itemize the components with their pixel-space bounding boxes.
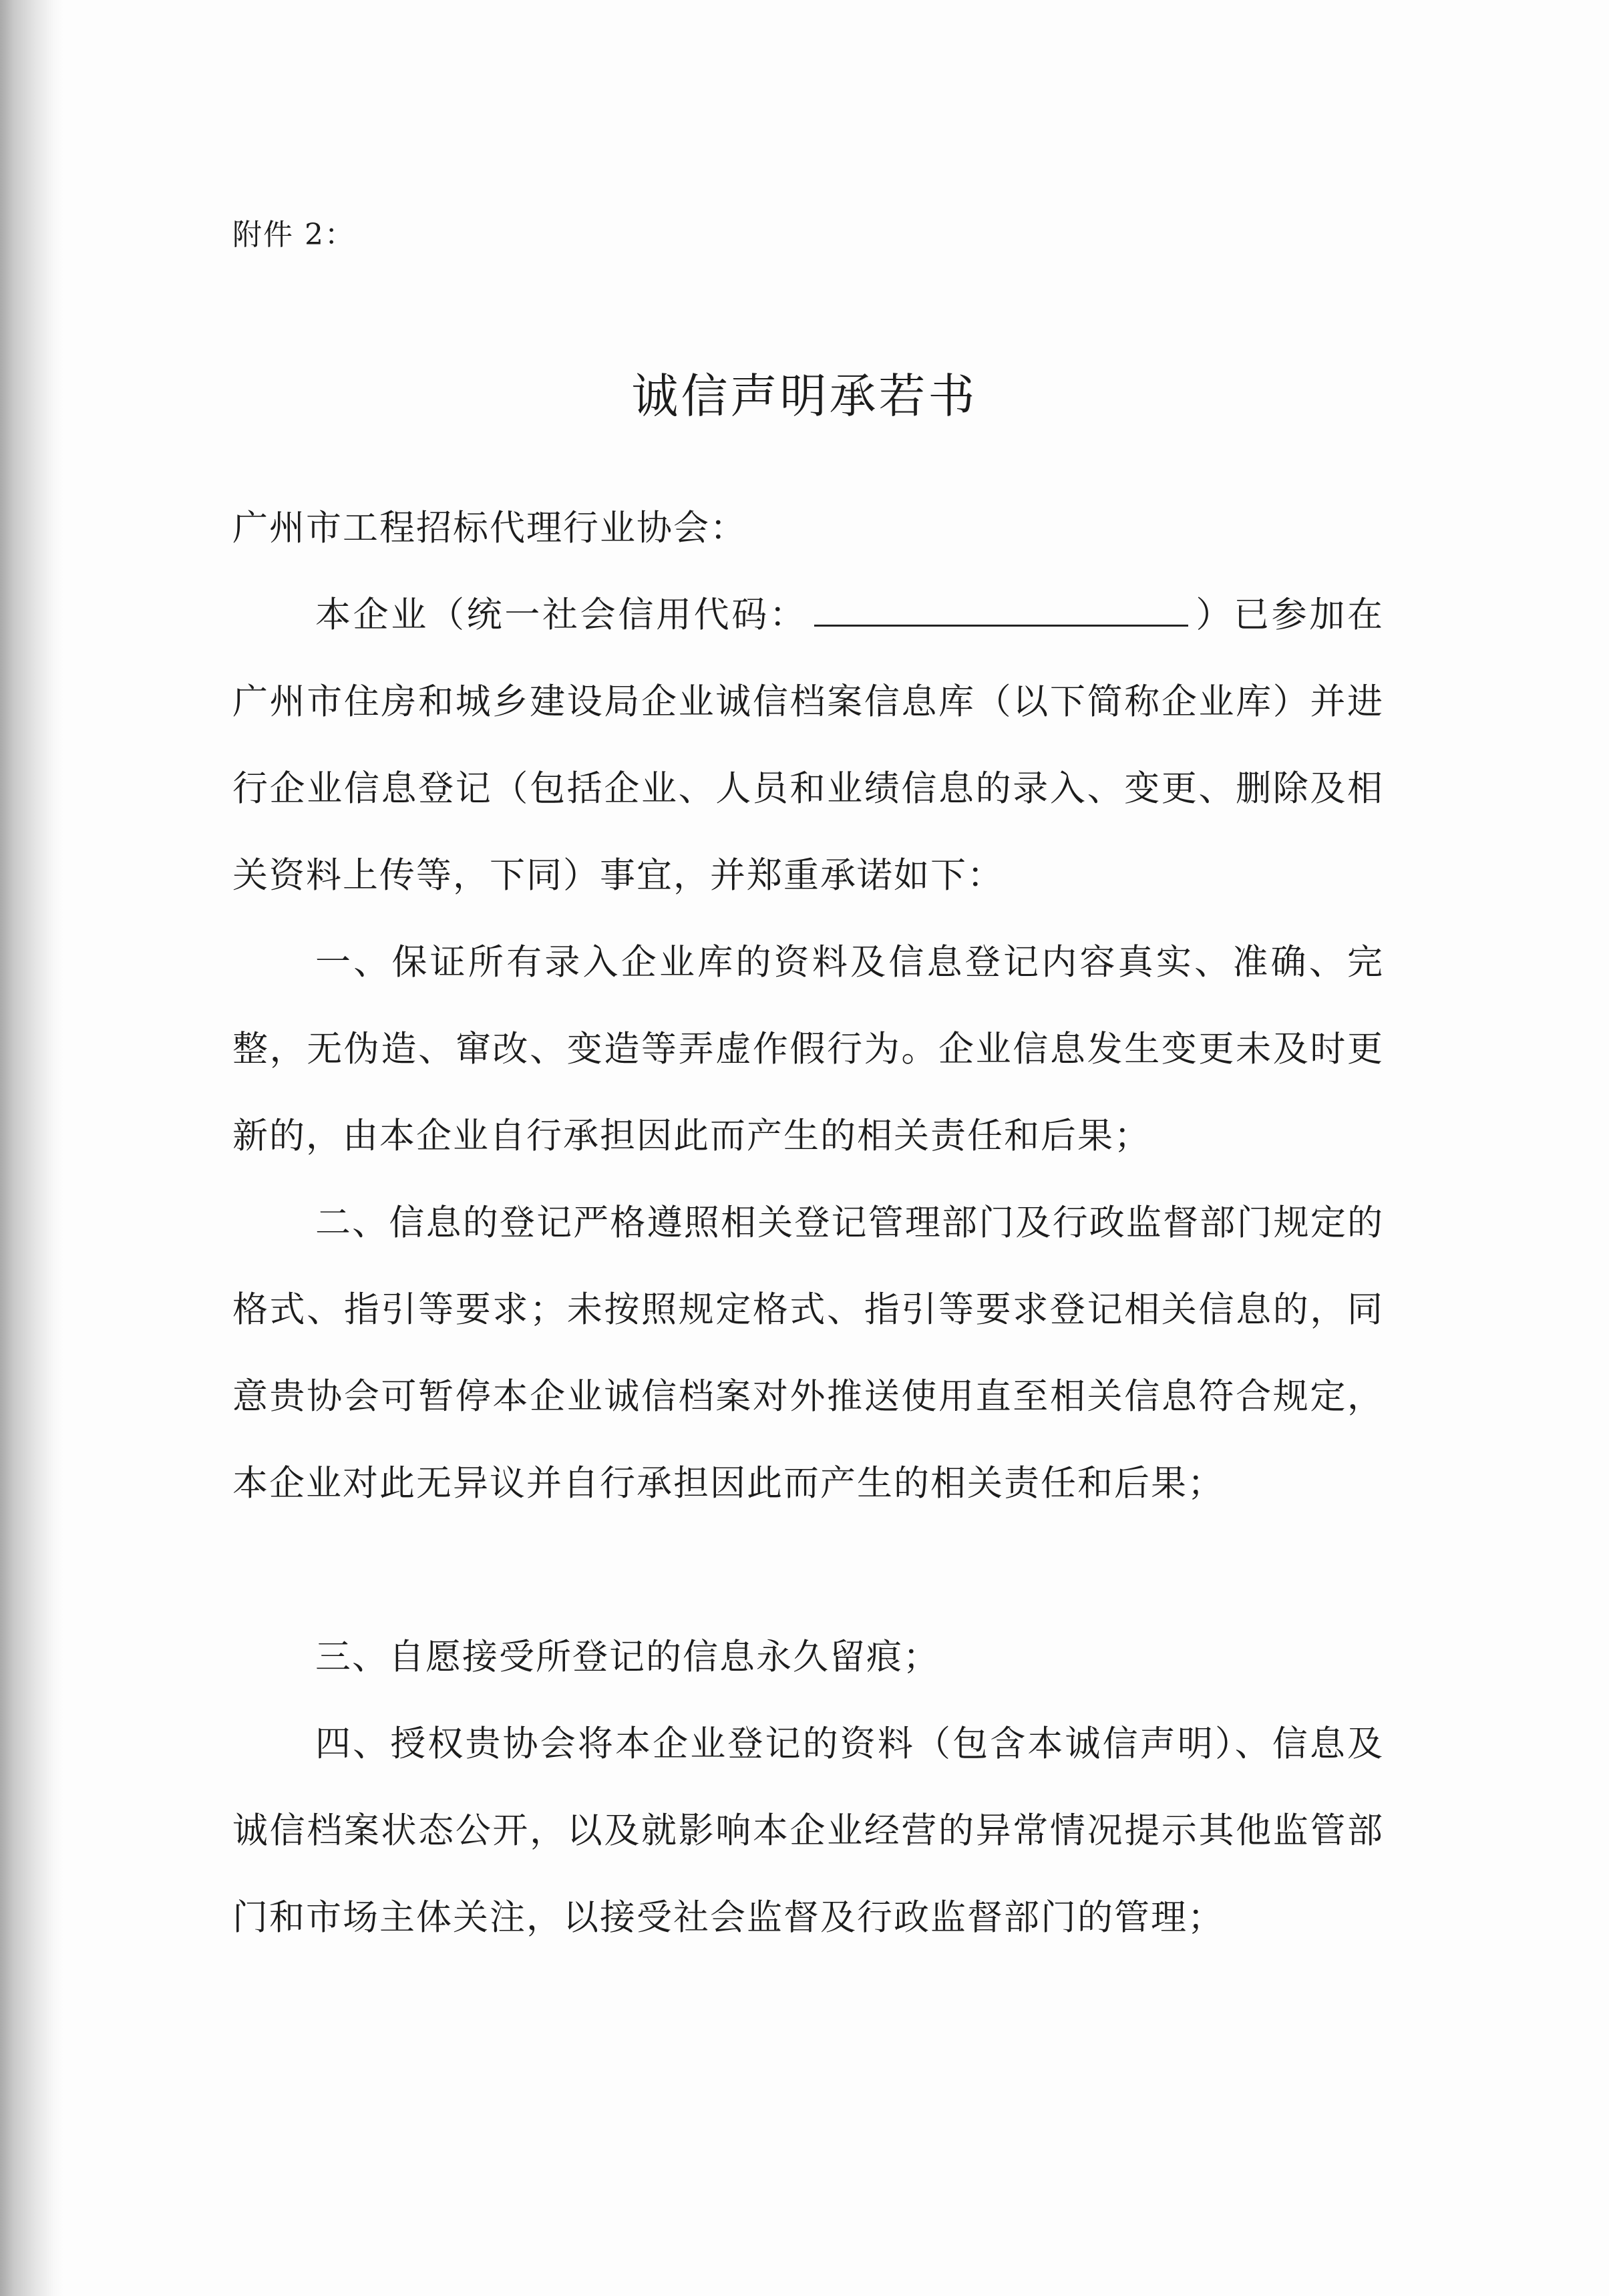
addressee: 广州市工程招标代理行业协会： bbox=[232, 508, 747, 548]
commitment-item-4: 四、授权贵协会将本企业登记的资料（包含本诚信声明）、信息及诚信档案状态公开，以及就影响本企业经营的异常情况提示其他监管部门和市场主体关注，以接受社会监督及行政监督部门的管理； bbox=[232, 1724, 1384, 1938]
intro-after-blank: ）已参加在广州市住房和城乡建设局企业诚信档案信息库（以下简称企业库）并进行企业信息登记（包括企业、人员和业绩信息的录入、变更、删除及相关资料上传等，下同）事宜，并郑重承诺如下： bbox=[232, 595, 1385, 896]
intro-before-blank: 本企业（统一社会信用代码： bbox=[315, 595, 808, 635]
scan-edge-shadow bbox=[0, 0, 63, 2296]
document-title: 诚信声明承若书 bbox=[631, 369, 978, 424]
intro-paragraph bbox=[232, 572, 1384, 919]
attachment-label: 附件 2： bbox=[232, 218, 355, 252]
commitment-item-1: 一、保证所有录入企业库的资料及信息登记内容真实、准确、完整，无伪造、窜改、变造等弄虚作假行为。企业信息发生变更未及时更新的，由本企业自行承担因此而产生的相关责任和后果； bbox=[232, 942, 1384, 1156]
commitment-item-2: 二、信息的登记严格遵照相关登记管理部门及行政监督部门规定的格式、指引等要求；未按照规定格式、指引等要求登记相关信息的，同意贵协会可暂停本企业诚信档案对外推送使用直至相关信息符合规定，本企业对此无异议并自行承担因此而产生的相关责任和后果； bbox=[232, 1202, 1384, 1504]
credit-code-blank-line bbox=[814, 598, 1188, 627]
commitment-item-3: 三、自愿接受所登记的信息永久留痕； bbox=[315, 1637, 940, 1677]
